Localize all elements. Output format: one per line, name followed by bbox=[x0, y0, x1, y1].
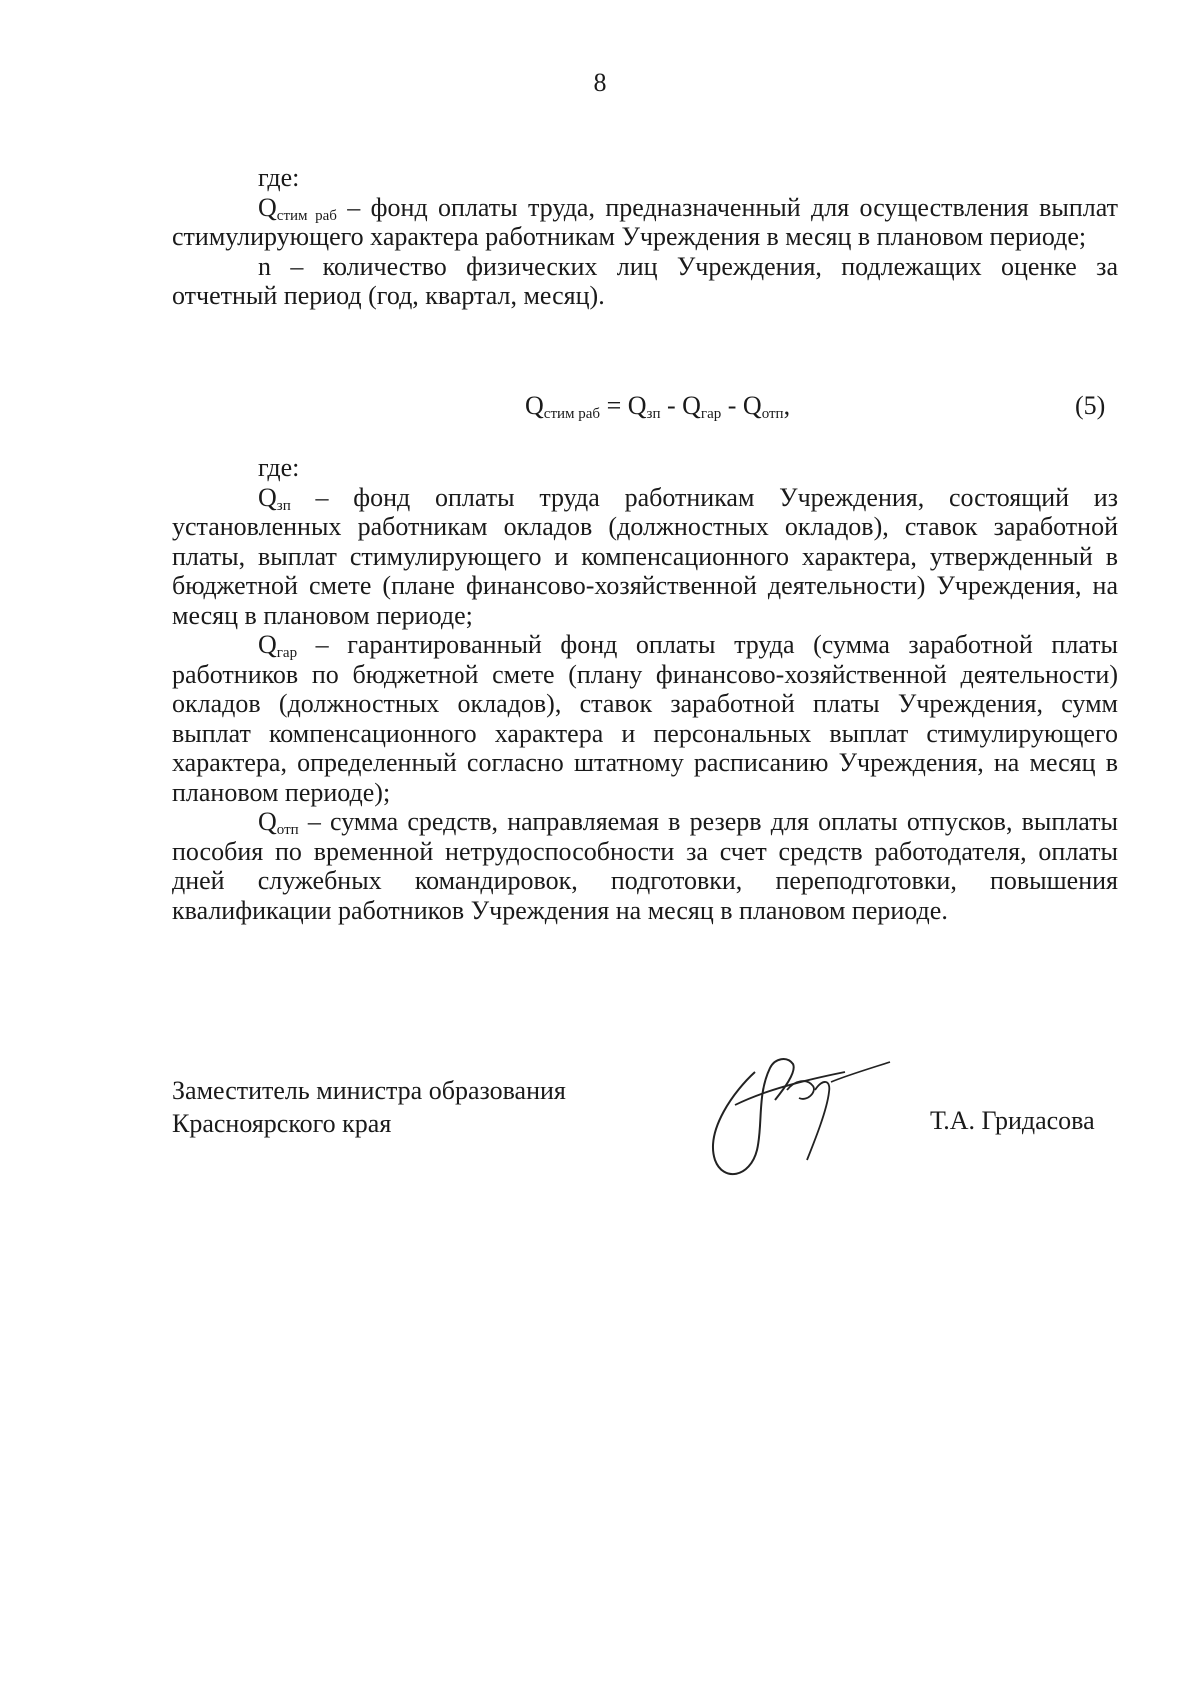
where-label-2: где: bbox=[258, 453, 300, 482]
definition-q-stim-rab: $Q_{стим раб}$ – фонд оплаты труда, предназначенный для осуществления выплат стимулирующего характера работникам Учреждения в месяц в плановом периоде; bbox=[172, 192, 1118, 251]
handwritten-signature bbox=[695, 1050, 910, 1185]
where-label-1: где: bbox=[258, 163, 300, 192]
position-line-1: Заместитель министра образования bbox=[172, 1076, 566, 1105]
definition-q-zp: $Q_{зп}$ – фонд оплаты труда работникам Учреждения, состоящий из установленных работникам окладов (должностных окладов), ставок заработной платы, выплат стимулирующего и компенсационного характера, утвержденный в бюджетной смете (плане финансово-хозяйственной деятельности) Учреждения, на месяц в плановом периоде; bbox=[172, 482, 1118, 630]
position-line-2: Красноярского края bbox=[172, 1109, 392, 1138]
formula-number: (5) bbox=[1075, 391, 1106, 420]
signatory-position bbox=[172, 1074, 566, 1140]
definition-q-gar: $Q_{гар}$ – гарантированный фонд оплаты труда (сумма заработной платы работников по бюджетной смете (плану финансово-хозяйственной деятельности) окладов (должностных окладов), ставок заработной платы Учреждения, сумм выплат компенсационного характера и персональных выплат стимулирующего характера, определенный согласно штатному расписанию Учреждения, на месяц в плановом периоде); bbox=[172, 630, 1118, 807]
page-number: 8 bbox=[593, 68, 607, 97]
definitions-block-2 bbox=[172, 453, 1118, 925]
definition-q-otp: $Q_{отп}$ – сумма средств, направляемая в резерв для оплаты отпусков, выплаты пособия по временной нетрудоспособности за счет средств работодателя, оплаты дней служебных командировок, подготовки, переподготовки, повышения квалификации работников Учреждения на месяц в плановом периоде. bbox=[172, 807, 1118, 925]
definition-n: n – количество физических лиц Учреждения, подлежащих оценке за отчетный период (год, квартал, месяц). bbox=[172, 251, 1118, 310]
signatory-name: Т.А. Гридасова bbox=[930, 1106, 1095, 1135]
definitions-block-1 bbox=[172, 163, 1118, 311]
formula-5: $Q_{стим раб} = Q_{зп} - Q_{гар} - Q_{отп}$, bbox=[525, 391, 791, 422]
